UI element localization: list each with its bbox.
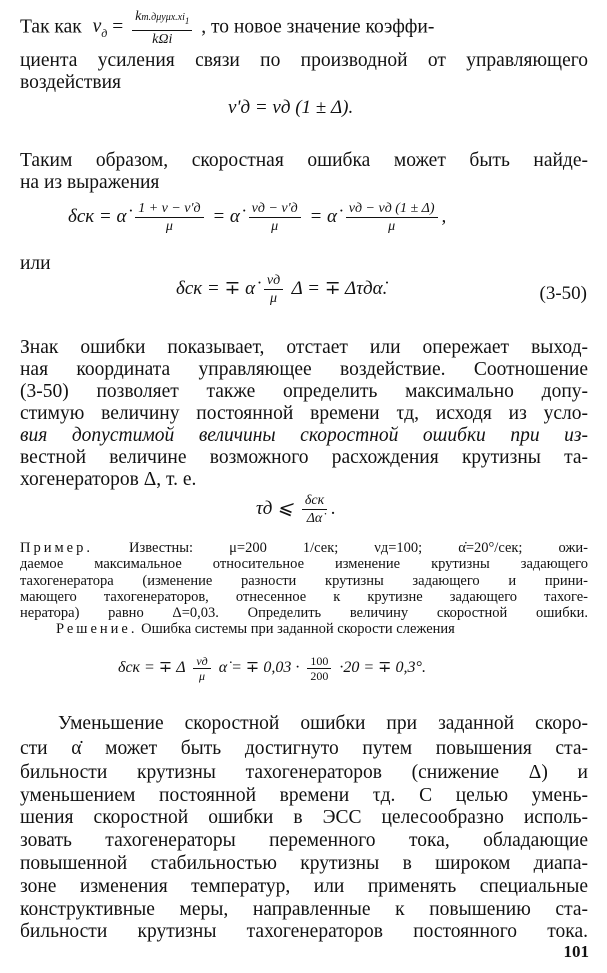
para3-line: хогенераторов Δ, т. е. <box>20 469 197 490</box>
formula-delta-ck: δск = ∓ α̇ $\frac{\nu д}{\mu}$ Δ = ∓ Δτдα̇. <box>176 273 388 306</box>
formula-delta-ck-expanded: δск = α̇ $\frac{1 + \nu - \nu'д}{\mu}$ = α̇ $\frac{\nu д - \nu'д}{\mu}$ = α̇ $\frac{\nu д - \nu д (1 \pm \Delta)}{\mu}$ , <box>68 201 447 234</box>
para3-line: вестной величине возможного расхождения крутизны та- <box>20 447 588 468</box>
para2-line2: на из выражения <box>20 172 160 193</box>
para4-line: сти α̇ может быть достигнуто путем повышения ста- <box>20 738 588 759</box>
para3-line: ная координата управляющее воздействие. Соотношение <box>20 359 588 380</box>
example-line: мающего тахогенераторов, отнесенное к крутизне задающего тахоге- <box>20 588 588 605</box>
solution-line: Решение. Ошибка системы при заданной скорости слежения <box>56 621 455 638</box>
para4-line: шения скоростной ошибки в ЭСС целесообразно исполь- <box>20 807 588 828</box>
para4-line: зоне изменения температур, или применять специальные <box>20 876 588 897</box>
para4-line: повышенной стабильностью крутизны в широком диапа- <box>20 853 588 874</box>
para4-line: конструктивные меры, направленные к повышению ста- <box>20 899 588 920</box>
para3-line: Знак ошибки показывает, отстает или опережает выход- <box>20 337 588 358</box>
para1-line1: Так как $\nu_д$ = $\frac{kт.д\mu у\mu х.хi_1}{\text{kΩi}}$ , то новое значение коэффи- <box>20 9 435 47</box>
para4-line: уменьшением постоянной времени τд. С целью умень- <box>20 785 588 806</box>
para3-line: (3-50) позволяет также определить максимально допу- <box>20 381 588 402</box>
or-word: или <box>20 253 51 274</box>
para1-line3: воздействия <box>20 72 121 93</box>
page-number: 101 <box>563 942 589 961</box>
para4-line: бильности крутизны тахогенераторов (снижение Δ) и <box>20 762 588 783</box>
example-block <box>20 540 588 638</box>
para1-prefix: Так как <box>20 16 82 38</box>
para1-suffix: , то новое значение коэффи- <box>201 16 435 38</box>
para2-line1: Таким образом, скоростная ошибка может быть найде- <box>20 150 588 171</box>
formula-nu-prime: ν'д = νд (1 ± Δ). <box>228 97 354 118</box>
example-line: даемое максимальное относительное изменение крутизны задающего <box>20 556 588 573</box>
para3-line: стимую величину постоянной времени τд, исходя из усло- <box>20 403 588 424</box>
example-line: Пример. Известны: μ=200 1/сек; νд=100; α̇=20°/сек; ожи- <box>20 540 588 556</box>
formula-fraction-k: $\frac{kт.д\mu у\mu х.хi_1}{\text{kΩi}}$ <box>132 8 192 48</box>
para1-line2: циента усиления связи по производной от управляющего <box>20 50 588 71</box>
formula-tau-d: τд ⩽ $\frac{\text{δск}}{\Delta\alphȧ}$ . <box>256 493 336 526</box>
formula-example-result: δск = ∓ Δ $\frac{\nu д}{\mu}$ α̇ = ∓ 0,03 · $\frac{100}{200}$ ·20 = ∓ 0,3°. <box>118 654 426 683</box>
formula-nu-d: $\nu_д$ <box>92 16 108 41</box>
para4-line: бильности крутизны тахогенераторов постоянного тока. <box>20 921 588 942</box>
para4-line: Уменьшение скоростной ошибки при заданной скоро- <box>58 713 588 734</box>
example-line: нератора) равно Δ=0,03. Определить величину скоростной ошибки. <box>20 605 588 622</box>
equation-number: (3-50) <box>539 283 587 304</box>
para4-line: зовать тахогенераторы переменного тока, обладающие <box>20 830 588 851</box>
para3-line: вия допустимой величины скоростной ошибки при из- <box>20 425 588 446</box>
example-line: тахогенератора (изменение разности крутизны задающего и прини- <box>20 572 588 589</box>
